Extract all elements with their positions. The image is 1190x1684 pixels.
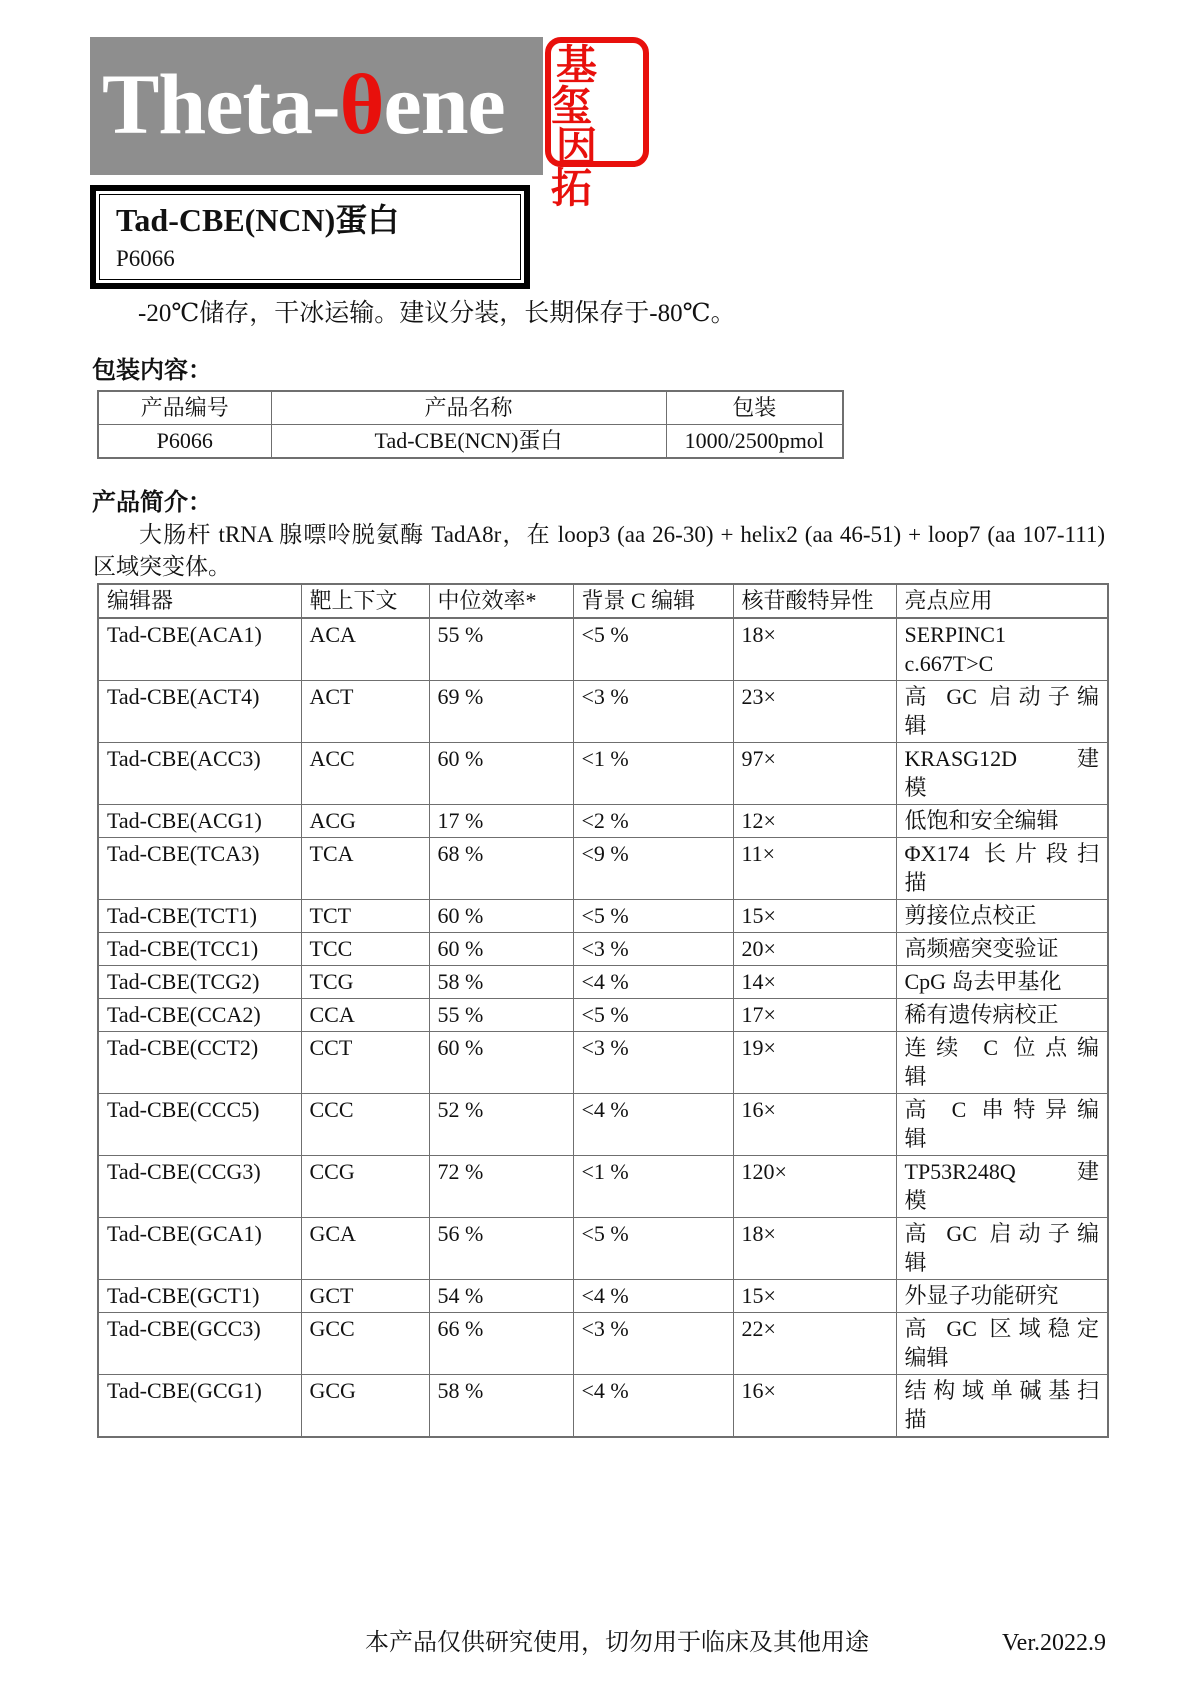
packaging-cell: P6066: [98, 425, 271, 459]
packaging-table: [97, 390, 844, 459]
packaging-cell: Tad-CBE(NCN)蛋白: [271, 425, 666, 459]
cell-background-c-editing: <3 %: [573, 681, 733, 743]
intro-line-2: 区域突变体。: [93, 554, 231, 579]
cell-target-context: GCT: [301, 1280, 429, 1313]
cell-median-efficiency: 69 %: [429, 681, 573, 743]
packaging-header-row: [98, 391, 843, 425]
brand-logo: [102, 37, 505, 175]
logo-text-prefix: Theta-: [102, 56, 340, 152]
product-title-box: [90, 185, 530, 289]
cell-nucleotide-specificity: 17×: [733, 999, 896, 1032]
highlight-line: 高 GC 启动子编: [904, 684, 1099, 709]
cell-highlight-application: [896, 900, 1108, 933]
intro-heading: 产品简介：: [92, 490, 212, 516]
cell-target-context: ACT: [301, 681, 429, 743]
cell-nucleotide-specificity: 14×: [733, 966, 896, 999]
highlight-line: 高 GC 启动子编: [904, 1221, 1099, 1246]
editor-table-header-cell: 中位效率*: [429, 584, 573, 618]
seal-row-bottom: 因拓: [551, 124, 602, 211]
highlight-line: ΦX174 长片段扫: [904, 841, 1099, 866]
highlight-line: 稀有遗传病校正: [904, 1002, 1059, 1027]
cell-background-c-editing: <5 %: [573, 618, 733, 681]
cell-background-c-editing: <3 %: [573, 933, 733, 966]
highlight-line: 低饱和安全编辑: [904, 808, 1059, 833]
cell-editor: Tad-CBE(ACC3): [98, 743, 301, 805]
cell-background-c-editing: <5 %: [573, 900, 733, 933]
cell-target-context: ACC: [301, 743, 429, 805]
cell-median-efficiency: 60 %: [429, 1032, 573, 1094]
brand-banner: [90, 37, 543, 175]
cell-editor: Tad-CBE(GCC3): [98, 1313, 301, 1375]
packaging-header-cell: 包装: [666, 391, 843, 425]
cell-editor: Tad-CBE(CCA2): [98, 999, 301, 1032]
editor-table-header-cell: 亮点应用: [896, 584, 1108, 618]
company-seal: [545, 37, 649, 211]
highlight-line: 高 GC 区域稳定: [904, 1316, 1099, 1341]
highlight-line: CpG 岛去甲基化: [904, 969, 1062, 994]
highlight-line: KRASG12D 建: [904, 746, 1099, 771]
cell-editor: Tad-CBE(ACA1): [98, 618, 301, 681]
cell-nucleotide-specificity: 15×: [733, 1280, 896, 1313]
editor-table-header-row: [98, 584, 1108, 618]
highlight-line: 辑: [904, 713, 927, 738]
cell-median-efficiency: 58 %: [429, 1375, 573, 1438]
cell-median-efficiency: 55 %: [429, 618, 573, 681]
table-row: [98, 1094, 1108, 1156]
cell-nucleotide-specificity: 15×: [733, 900, 896, 933]
cell-median-efficiency: 66 %: [429, 1313, 573, 1375]
cell-nucleotide-specificity: 18×: [733, 618, 896, 681]
cell-median-efficiency: 54 %: [429, 1280, 573, 1313]
highlight-line: 模: [904, 775, 927, 800]
highlight-line: TP53R248Q 建: [904, 1159, 1099, 1184]
table-row: [98, 1032, 1108, 1094]
cell-target-context: TCT: [301, 900, 429, 933]
cell-background-c-editing: <4 %: [573, 1094, 733, 1156]
cell-highlight-application: [896, 1094, 1108, 1156]
packaging-heading: 包装内容：: [92, 358, 212, 384]
cell-median-efficiency: 60 %: [429, 933, 573, 966]
cell-nucleotide-specificity: 11×: [733, 838, 896, 900]
cell-editor: Tad-CBE(GCT1): [98, 1280, 301, 1313]
cell-highlight-application: [896, 618, 1108, 681]
cell-median-efficiency: 72 %: [429, 1156, 573, 1218]
table-row: [98, 900, 1108, 933]
packaging-header-cell: 产品名称: [271, 391, 666, 425]
cell-highlight-application: [896, 838, 1108, 900]
cell-background-c-editing: <4 %: [573, 1280, 733, 1313]
cell-background-c-editing: <5 %: [573, 1218, 733, 1280]
highlight-line: 编辑: [904, 1345, 949, 1370]
highlight-line: c.667T>C: [904, 651, 994, 676]
cell-editor: Tad-CBE(CCG3): [98, 1156, 301, 1218]
cell-nucleotide-specificity: 16×: [733, 1094, 896, 1156]
cell-background-c-editing: <1 %: [573, 743, 733, 805]
intro-paragraph: [93, 519, 1105, 583]
editor-table-header-cell: 编辑器: [98, 584, 301, 618]
cell-nucleotide-specificity: 18×: [733, 1218, 896, 1280]
cell-median-efficiency: 60 %: [429, 743, 573, 805]
cell-background-c-editing: <4 %: [573, 966, 733, 999]
table-row: [98, 681, 1108, 743]
highlight-line: 模: [904, 1188, 927, 1213]
cell-highlight-application: [896, 1313, 1108, 1375]
cell-background-c-editing: <1 %: [573, 1156, 733, 1218]
cell-target-context: CCC: [301, 1094, 429, 1156]
cell-target-context: GCC: [301, 1313, 429, 1375]
cell-nucleotide-specificity: 97×: [733, 743, 896, 805]
highlight-line: 辑: [904, 1250, 927, 1275]
highlight-line: SERPINC1: [904, 622, 1006, 647]
table-row: [98, 1280, 1108, 1313]
seal-row-top: 基玺: [551, 42, 602, 129]
cell-background-c-editing: <3 %: [573, 1032, 733, 1094]
table-row: [98, 1156, 1108, 1218]
highlight-line: 高频癌突变验证: [904, 936, 1059, 961]
cell-highlight-application: [896, 1032, 1108, 1094]
product-title: Tad-CBE(NCN)蛋白: [116, 202, 400, 238]
editor-table-header-cell: 背景 C 编辑: [573, 584, 733, 618]
packaging-header-cell: 产品编号: [98, 391, 271, 425]
highlight-line: 剪接位点校正: [904, 903, 1037, 928]
highlight-line: 描: [904, 1407, 927, 1432]
footer-disclaimer: 本产品仅供研究使用，切勿用于临床及其他用途: [365, 1630, 869, 1656]
cell-nucleotide-specificity: 19×: [733, 1032, 896, 1094]
cell-median-efficiency: 60 %: [429, 900, 573, 933]
table-row: [98, 838, 1108, 900]
cell-editor: Tad-CBE(ACT4): [98, 681, 301, 743]
cell-target-context: TCA: [301, 838, 429, 900]
highlight-line: 高 C 串特异编: [904, 1097, 1099, 1122]
cell-target-context: ACA: [301, 618, 429, 681]
highlight-line: 辑: [904, 1064, 927, 1089]
cell-nucleotide-specificity: 22×: [733, 1313, 896, 1375]
logo-text-suffix: ene: [383, 56, 505, 152]
cell-median-efficiency: 52 %: [429, 1094, 573, 1156]
highlight-line: 结构域单碱基扫: [904, 1378, 1099, 1403]
cell-editor: Tad-CBE(TCA3): [98, 838, 301, 900]
cell-median-efficiency: 68 %: [429, 838, 573, 900]
cell-background-c-editing: <9 %: [573, 838, 733, 900]
packaging-cell: 1000/2500pmol: [666, 425, 843, 459]
cell-editor: Tad-CBE(TCG2): [98, 966, 301, 999]
cell-highlight-application: [896, 1280, 1108, 1313]
cell-target-context: CCG: [301, 1156, 429, 1218]
cell-editor: Tad-CBE(GCA1): [98, 1218, 301, 1280]
highlight-line: 连续 C 位点编: [904, 1035, 1099, 1060]
cell-highlight-application: [896, 999, 1108, 1032]
cell-highlight-application: [896, 1218, 1108, 1280]
packaging-body: [98, 425, 843, 459]
cell-editor: Tad-CBE(CCT2): [98, 1032, 301, 1094]
cell-median-efficiency: 56 %: [429, 1218, 573, 1280]
cell-nucleotide-specificity: 12×: [733, 805, 896, 838]
cell-editor: Tad-CBE(GCG1): [98, 1375, 301, 1438]
cell-editor: Tad-CBE(TCT1): [98, 900, 301, 933]
editor-table-header-cell: 靶上下文: [301, 584, 429, 618]
editor-table-header-cell: 核苷酸特异性: [733, 584, 896, 618]
cell-nucleotide-specificity: 20×: [733, 933, 896, 966]
table-row: [98, 805, 1108, 838]
cell-editor: Tad-CBE(CCC5): [98, 1094, 301, 1156]
logo-theta-glyph: θ: [339, 56, 384, 152]
highlight-line: 描: [904, 870, 927, 895]
cell-nucleotide-specificity: 23×: [733, 681, 896, 743]
cell-median-efficiency: 17 %: [429, 805, 573, 838]
table-row: [98, 966, 1108, 999]
storage-note: -20℃储存，干冰运输。建议分装，长期保存于-80℃。: [138, 300, 736, 327]
cell-background-c-editing: <2 %: [573, 805, 733, 838]
cell-target-context: TCC: [301, 933, 429, 966]
cell-target-context: ACG: [301, 805, 429, 838]
cell-highlight-application: [896, 1156, 1108, 1218]
cell-editor: Tad-CBE(ACG1): [98, 805, 301, 838]
cell-nucleotide-specificity: 120×: [733, 1156, 896, 1218]
table-row: [98, 618, 1108, 681]
cell-target-context: CCT: [301, 1032, 429, 1094]
cell-highlight-application: [896, 933, 1108, 966]
editor-table-body: [98, 618, 1108, 1437]
catalog-number: P6066: [116, 246, 175, 271]
table-row: [98, 1313, 1108, 1375]
cell-nucleotide-specificity: 16×: [733, 1375, 896, 1438]
cell-median-efficiency: 58 %: [429, 966, 573, 999]
cell-background-c-editing: <3 %: [573, 1313, 733, 1375]
cell-median-efficiency: 55 %: [429, 999, 573, 1032]
intro-line-1: 大肠杆 tRNA 腺嘌呤脱氨酶 TadA8r，在 loop3 (aa 26-30) + helix2 (aa 46-51) + loop7 (aa 107-111): [139, 522, 1105, 547]
footer-version: Ver.2022.9: [1002, 1630, 1106, 1656]
table-row: [98, 933, 1108, 966]
cell-background-c-editing: <4 %: [573, 1375, 733, 1438]
cell-background-c-editing: <5 %: [573, 999, 733, 1032]
cell-target-context: GCG: [301, 1375, 429, 1438]
cell-highlight-application: [896, 966, 1108, 999]
cell-highlight-application: [896, 681, 1108, 743]
cell-highlight-application: [896, 743, 1108, 805]
cell-highlight-application: [896, 1375, 1108, 1438]
highlight-line: 辑: [904, 1126, 927, 1151]
table-row: [98, 743, 1108, 805]
cell-highlight-application: [896, 805, 1108, 838]
table-row: [98, 999, 1108, 1032]
editor-table: [97, 583, 1109, 1438]
table-row: [98, 1375, 1108, 1438]
cell-target-context: TCG: [301, 966, 429, 999]
packaging-row: [98, 425, 843, 459]
cell-target-context: CCA: [301, 999, 429, 1032]
highlight-line: 外显子功能研究: [904, 1283, 1059, 1308]
cell-target-context: GCA: [301, 1218, 429, 1280]
cell-editor: Tad-CBE(TCC1): [98, 933, 301, 966]
table-row: [98, 1218, 1108, 1280]
